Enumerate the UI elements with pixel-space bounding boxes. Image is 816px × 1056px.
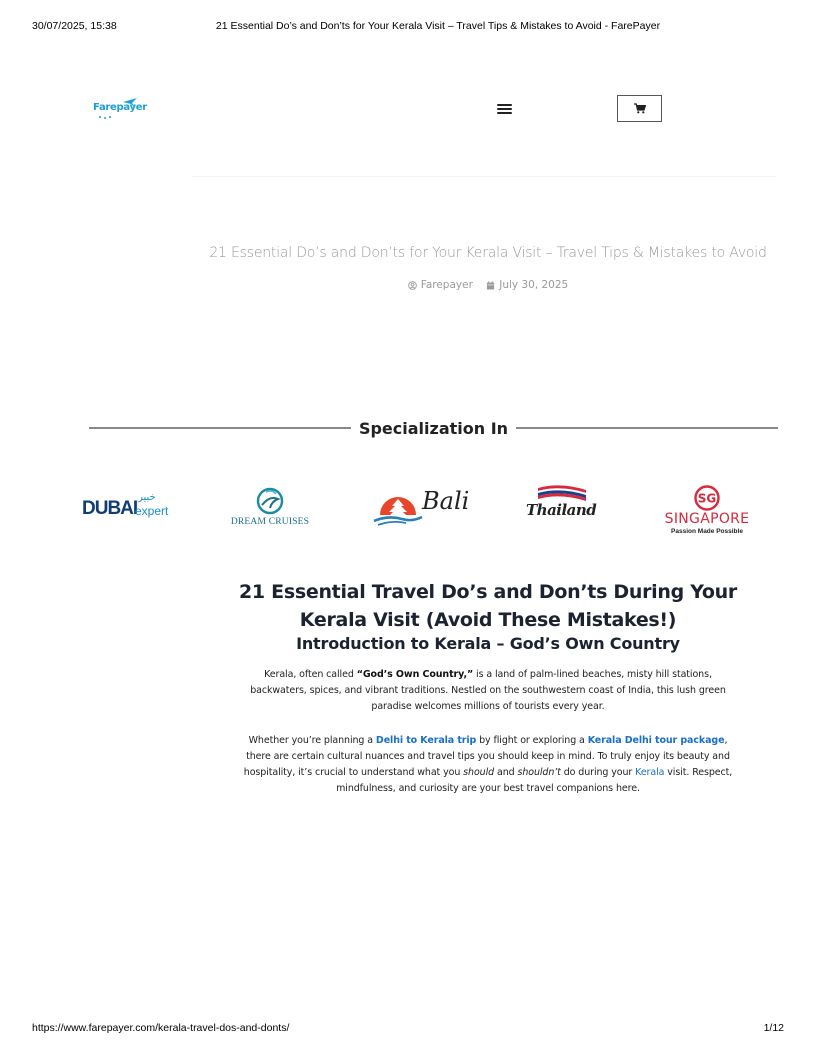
thailand-logo[interactable] <box>526 484 597 524</box>
print-page-title: 21 Essential Do’s and Don’ts for Your Kerala Visit – Travel Tips & Mistakes to Avoid - FarePayer <box>215 20 661 32</box>
dream-cruises-logo[interactable] <box>226 486 314 530</box>
kerala-link[interactable]: Kerala <box>635 767 665 778</box>
hamburger-icon[interactable] <box>497 102 512 116</box>
print-footer <box>32 1022 784 1036</box>
print-datetime: 30/07/2025, 15:38 <box>32 20 117 32</box>
singapore-logo-word: SINGAPORE <box>664 511 750 527</box>
bali-logo-word: Bali <box>422 487 470 515</box>
article-title: 21 Essential Travel Do’s and Don’ts During Your Kerala Visit (Avoid These Mistakes!) <box>239 581 737 631</box>
bali-logo[interactable] <box>372 487 470 527</box>
cart-button[interactable] <box>617 95 662 122</box>
print-page-number: 1/12 <box>763 1022 784 1034</box>
dubai-logo-word: DUBAI <box>82 498 138 519</box>
dream-cruises-word: DREAM CRUISES <box>230 517 310 527</box>
article-subtitle: Introduction to Kerala – God’s Own Country <box>296 634 680 653</box>
planning-paragraph: Whether you’re planning a Delhi to Kerala trip by flight or exploring a Kerala Delhi tour package, there are certain cultural nuances and travel tips you should keep in mind. To truly enjoy its beauty and hospitality, it’s crucial to understand what you should and shouldn’t do during your Kerala visit. Respect, mindfulness, and curiosity are your best travel companions here. <box>243 735 733 794</box>
dubai-logo-suffix: expert <box>135 504 169 518</box>
post-author-name: Farepayer <box>420 279 473 291</box>
logo-text: Farepayer <box>93 102 147 113</box>
gods-own-country-bold: “God’s Own Country,” <box>356 669 474 680</box>
post-date-text: July 30, 2025 <box>499 279 569 291</box>
dream-cruises-emblem-icon <box>226 486 314 516</box>
singapore-logo[interactable] <box>664 485 750 537</box>
bali-sun-temple-icon <box>372 487 424 527</box>
specialization-heading: Specialization In <box>358 418 509 438</box>
post-title: 21 Essential Do’s and Don’ts for Your Kerala Visit – Travel Tips & Mistakes to Avoid <box>209 245 767 261</box>
print-header <box>32 20 784 34</box>
thailand-logo-word: Thailand <box>526 501 597 519</box>
singapore-badge-text: SG <box>697 491 717 506</box>
kerala-delhi-tour-package-link[interactable]: Kerala Delhi tour package <box>587 735 725 746</box>
delhi-to-kerala-trip-link[interactable]: Delhi to Kerala trip <box>375 735 477 746</box>
singapore-logo-tagline: Passion Made Possible <box>671 528 743 535</box>
specialization-section <box>89 417 778 439</box>
post-meta <box>190 279 786 293</box>
header-divider <box>192 176 776 177</box>
post-date[interactable] <box>486 279 568 291</box>
intro-paragraph: Kerala, often called “God’s Own Country,” is a land of palm-lined beaches, misty hill stations, backwaters, spices, and vibrant traditions. Nestled on the southwestern coast of India, this lush green paradise welcomes millions of tourists every year. <box>250 669 726 712</box>
singapore-sg-badge-icon <box>664 485 750 511</box>
print-url: https://www.farepayer.com/kerala-travel-dos-and-donts/ <box>32 1022 290 1034</box>
user-circle-icon <box>408 281 417 290</box>
post-author[interactable] <box>408 279 473 291</box>
cart-icon <box>634 103 646 114</box>
dubai-expert-logo[interactable] <box>82 494 172 522</box>
shouldnt-emphasis: shouldn’t <box>517 767 561 778</box>
calendar-icon <box>486 281 495 290</box>
divider-line-right <box>516 427 778 429</box>
should-emphasis: should <box>463 767 495 778</box>
dubai-logo-arabic: خبير <box>138 492 156 503</box>
divider-line-left <box>89 427 351 429</box>
site-logo[interactable] <box>93 98 147 120</box>
